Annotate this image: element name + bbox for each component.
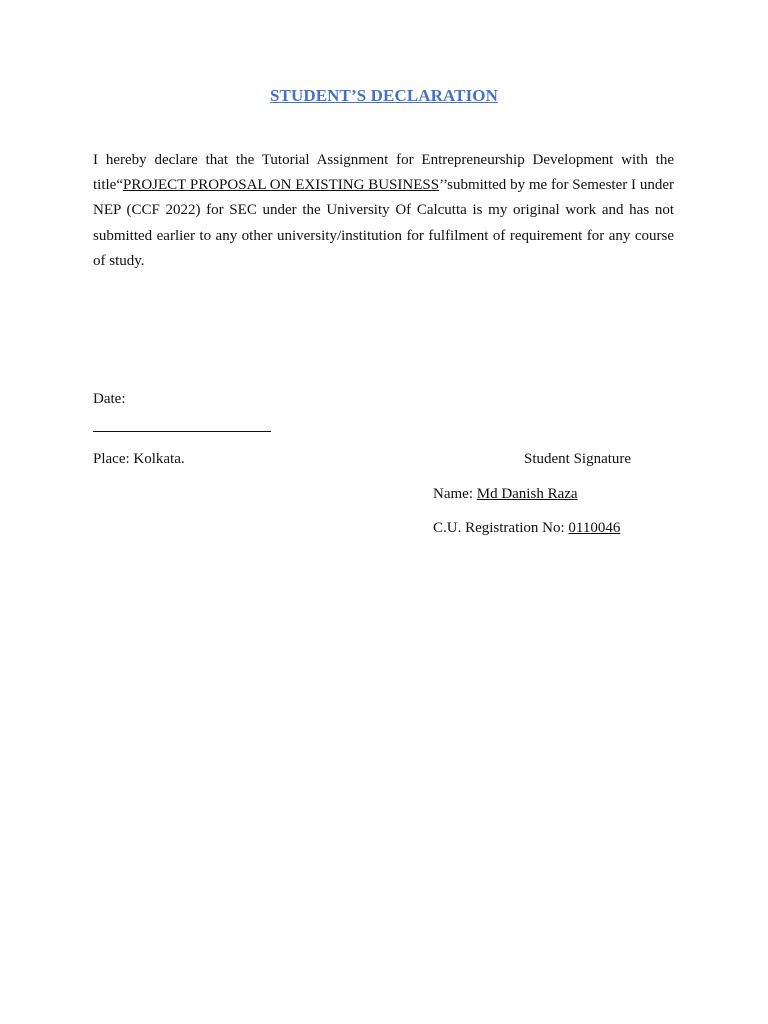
project-title: PROJECT PROPOSAL ON EXISTING BUSINESS xyxy=(123,177,440,194)
declaration-paragraph xyxy=(93,148,674,274)
page-title: STUDENT’S DECLARATION xyxy=(269,86,499,105)
student-name-label: Name: xyxy=(433,486,477,502)
date-underline xyxy=(93,431,271,432)
place-label: Place: Kolkata. xyxy=(93,451,185,467)
student-name xyxy=(433,486,578,503)
registration-number xyxy=(433,520,620,537)
registration-label: C.U. Registration No: xyxy=(433,520,569,536)
date-label: Date: xyxy=(93,391,126,407)
declaration-text-end: ’’submitted by me for Semester I under NEP (CCF 2022) for SEC under the University Of Calcutta is my original work and has not submitted earlier to any other university/institution for fulfilment of requirement for any course of study. xyxy=(93,177,674,269)
declaration-text-start: I hereby declare that the Tutorial Assignment for Entrepreneurship Development with the title“ xyxy=(93,152,674,194)
registration-value: 0110046 xyxy=(568,520,621,536)
student-name-value: Md Danish Raza xyxy=(476,486,578,502)
student-signature-label: Student Signature xyxy=(524,451,632,467)
